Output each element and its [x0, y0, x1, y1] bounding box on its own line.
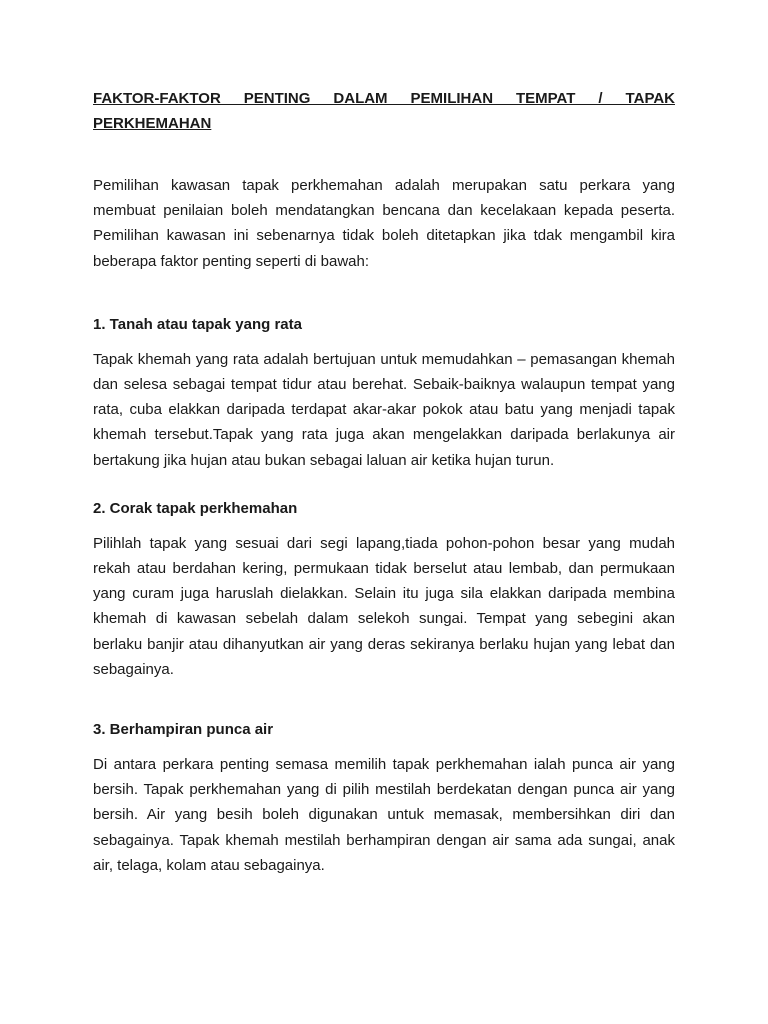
section-1-heading: 1. Tanah atau tapak yang rata	[93, 315, 302, 333]
intro-paragraph: Pemilihan kawasan tapak perkhemahan adalah merupakan satu perkara yang membuat penilaian boleh mendatangkan bencana dan kecelakaan kepada peserta. Pemilihan kawasan ini sebenarnya tidak boleh ditetapkan jika tdak mengambil kira beberapa faktor penting seperti di bawah:	[93, 177, 675, 270]
section-1-body: Tapak khemah yang rata adalah bertujuan untuk memudahkan – pemasangan khemah dan selesa sebagai tempat tidur atau berehat. Sebaik-baiknya walaupun tempat yang rata, cuba elakkan daripada terdapat akar-akar pokok atau batu yang menjadi tapak khemah tersebut.Tapak yang rata juga akan mengelakkan daripada berlakunya air bertakung jika hujan atau bukan sebagai laluan air ketika hujan turun.	[93, 350, 675, 469]
section-2-body: Pilihlah tapak yang sesuai dari segi lapang,tiada pohon-pohon besar yang mudah rekah atau berdahan kering, permukaan tidak berselut atau lembab, dan permukaan yang curam juga haruslah dielakkan. Selain itu juga sila elakkan daripada membina khemah di kawasan sebelah dalam selekoh sungai. Tempat yang sebegini akan berlaku banjir atau dihanyutkan air yang deras sekiranya berlaku hujan yang lebat dan sebagainya.	[93, 534, 675, 678]
section-2-heading: 2. Corak tapak perkhemahan	[93, 499, 298, 517]
document-title-line-2: PERKHEMAHAN	[93, 115, 212, 132]
document-page	[93, 86, 675, 878]
section-3-body: Di antara perkara penting semasa memilih tapak perkhemahan ialah punca air yang bersih. Tapak perkhemahan yang di pilih mestilah berdekatan dengan punca air yang bersih. Air yang besih boleh digunakan untuk memasak, membersihkan diri dan sebagainya. Tapak khemah mestilah berhampiran dengan air sama ada sungai, anak air, telaga, kolam atau sebagainya.	[93, 756, 675, 874]
document-title-line-1: FAKTOR-FAKTOR PENTING DALAM PEMILIHAN TEMPAT / TAPAK	[93, 90, 675, 107]
section-3-heading: 3. Berhampiran punca air	[93, 721, 274, 739]
